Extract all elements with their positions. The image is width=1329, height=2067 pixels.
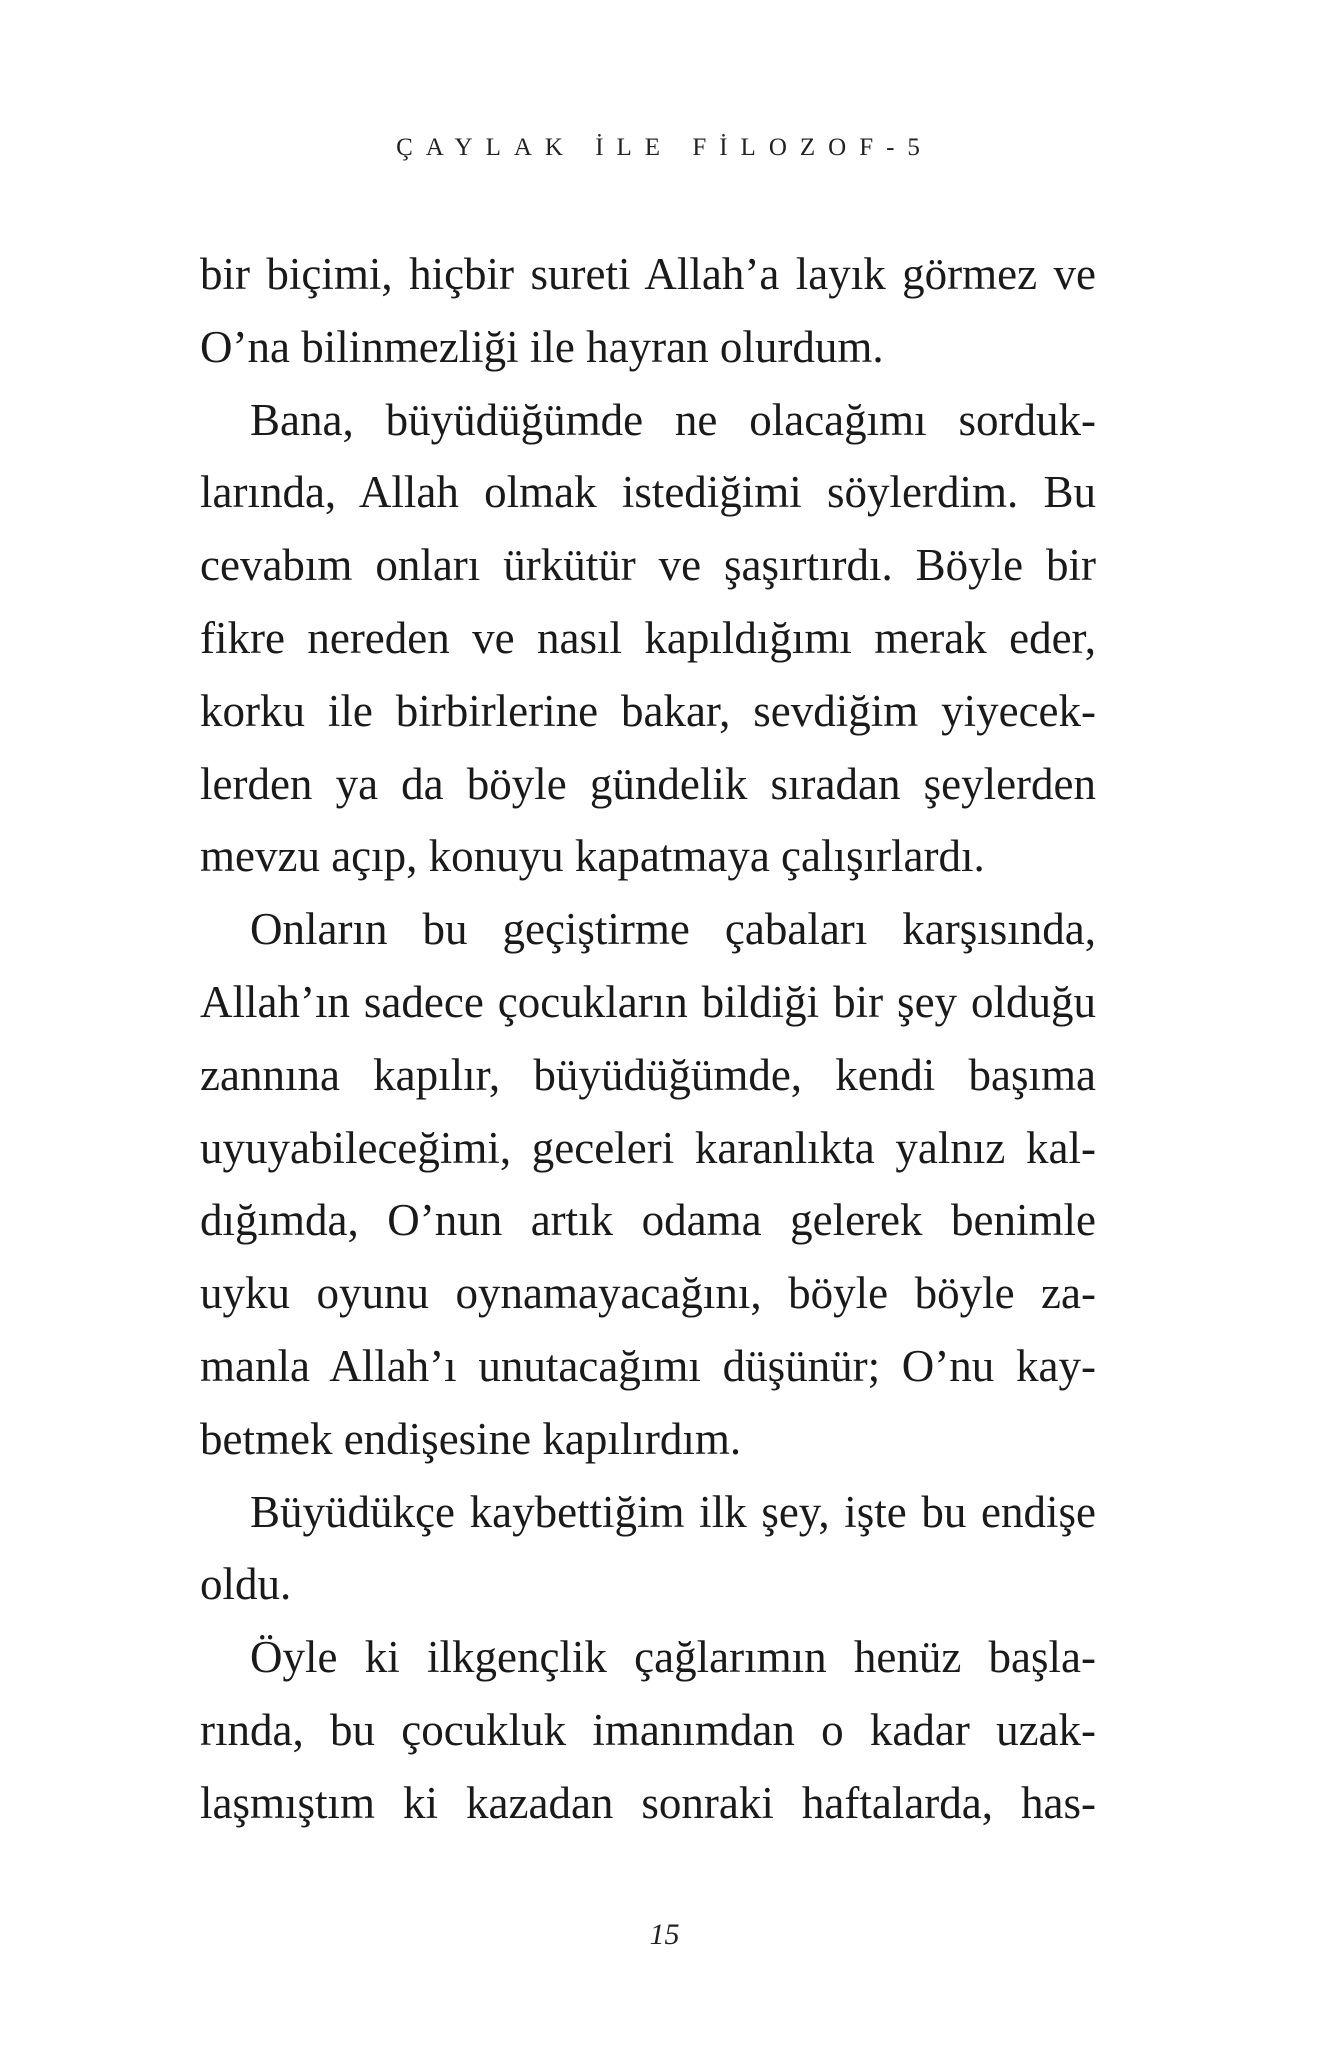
text-line: bir biçimi, hiçbir sureti Allah’a layık görmez ve (200, 249, 1096, 299)
text-line: O’na bilinmezliği ile hayran olurdum. (200, 321, 884, 372)
page-number: 15 (649, 1918, 680, 1951)
text-line: dığımda, O’nun artık odama gelerek benimle (200, 1195, 1096, 1246)
text-line: Öyle ki ilkgençlik çağlarımın henüz başla- (250, 1632, 1096, 1683)
text-line: mevzu açıp, konuyu kapatmaya çalışırlardı. (200, 831, 985, 882)
text-line: uyuyabileceğimi, geceleri karanlıkta yalnız kal- (200, 1122, 1096, 1173)
text-line: larında, Allah olmak istediğimi söylerdim. Bu (200, 467, 1096, 518)
text-line: oldu. (200, 1559, 292, 1610)
text-line: laşmıştım ki kazadan sonraki haftalarda, has- (200, 1777, 1096, 1828)
text-line: korku ile birbirlerine bakar, sevdiğim yiyecek- (200, 685, 1096, 736)
text-line: manla Allah’ı unutacağımı düşünür; O’nu kay- (200, 1340, 1096, 1391)
text-line: Onların bu geçiştirme çabaları karşısında, (250, 904, 1096, 955)
text-line: zannına kapılır, büyüdüğümde, kendi başıma (200, 1049, 1096, 1100)
text-line: cevabım onları ürkütür ve şaşırtırdı. Böyle bir (200, 540, 1096, 591)
text-line: Büyüdükçe kaybettiğim ilk şey, işte bu endişe (250, 1486, 1096, 1537)
text-line: lerden ya da böyle gündelik sıradan şeylerden (200, 758, 1096, 809)
text-line: Allah’ın sadece çocukların bildiği bir şey olduğu (200, 976, 1096, 1027)
text-line: uyku oyunu oynamayacağını, böyle böyle za- (200, 1268, 1096, 1319)
text-line: fikre nereden ve nasıl kapıldığımı merak eder, (200, 612, 1096, 663)
text-line: Bana, büyüdüğümde ne olacağımı sorduk- (250, 394, 1096, 445)
running-header: ÇAYLAK İLE FİLOZOF-5 (396, 134, 933, 161)
body-text (200, 238, 1096, 1840)
text-line: betmek endişesine kapılırdım. (200, 1413, 742, 1464)
text-line: rında, bu çocukluk imanımdan o kadar uzak- (200, 1704, 1096, 1755)
